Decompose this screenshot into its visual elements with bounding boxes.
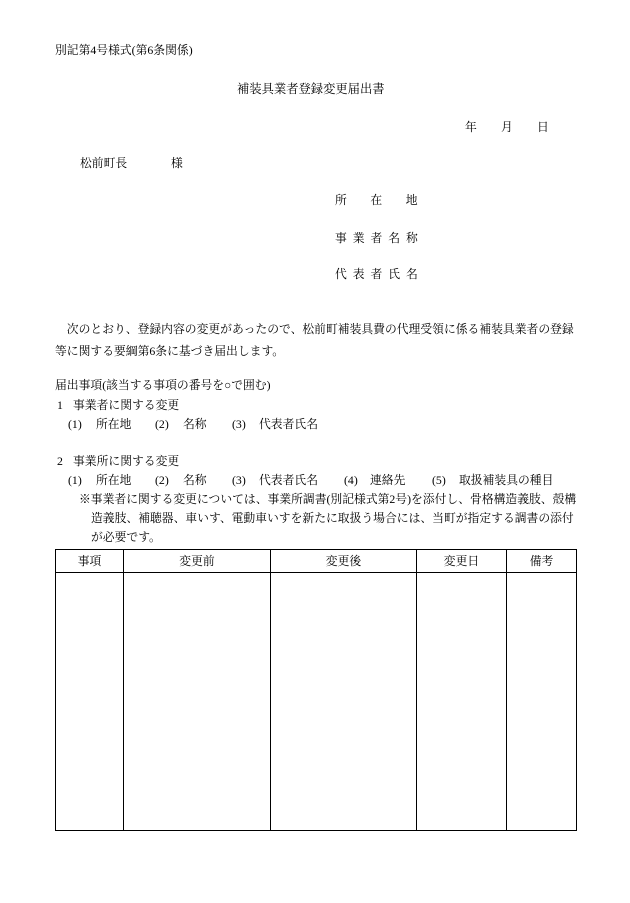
addressee-honorific: 様 <box>171 156 183 170</box>
section-number: 2 <box>57 454 63 468</box>
section-number: 1 <box>57 398 63 412</box>
table-header-item: 事項 <box>56 550 124 573</box>
item-number: (1) <box>68 417 82 431</box>
table-cell-remarks <box>507 573 577 831</box>
date-year-label: 年 <box>465 120 477 134</box>
section-title: 事業所に関する変更 <box>73 454 180 468</box>
table-header-date: 変更日 <box>417 550 507 573</box>
body-line: 次のとおり、登録内容の変更があったので、松前町補装具費の代理受領に係る補装具業者の登録 <box>55 322 574 336</box>
change-details-table <box>55 549 577 831</box>
note-line: ※事業者に関する変更については、事業所調書(別記様式第2号)を添付し、骨格構造義肢、殻構 <box>79 492 577 506</box>
table-row <box>56 573 577 831</box>
note-line: 造義肢、補聴器、車いす、電動車いすを新たに取扱う場合には、当町が指定する調書の添付 <box>91 511 574 525</box>
item-label: 所在地 <box>96 417 132 431</box>
items-heading: 届出事項(該当する事項の番号を○で囲む) <box>55 378 271 392</box>
business-name-label: 事 業 者 名 称 <box>335 231 420 245</box>
document-title: 補装具業者登録変更届出書 <box>237 82 385 96</box>
item-number: (4) <box>344 473 358 487</box>
item-label: 所在地 <box>96 473 132 487</box>
item-number: (3) <box>232 473 246 487</box>
item-number: (2) <box>155 473 169 487</box>
note-line: が必要です。 <box>91 530 161 544</box>
item-number: (3) <box>232 417 246 431</box>
body-line: 等に関する要綱第6条に基づき届出します。 <box>55 344 285 358</box>
table-header-before: 変更前 <box>124 550 271 573</box>
item-label: 取扱補装具の種目 <box>459 473 554 487</box>
item-label: 名称 <box>183 417 207 431</box>
item-label: 連絡先 <box>370 473 406 487</box>
table-cell-date <box>417 573 507 831</box>
item-number: (1) <box>68 473 82 487</box>
item-label: 代表者氏名 <box>259 473 318 487</box>
addressee-name: 松前町長 <box>80 156 128 170</box>
item-number: (5) <box>432 473 446 487</box>
item-label: 名称 <box>183 473 207 487</box>
date-month-label: 月 <box>501 120 513 134</box>
table-header-row <box>56 550 577 573</box>
representative-label: 代 表 者 氏 名 <box>335 267 420 281</box>
table-header-after: 変更後 <box>271 550 417 573</box>
date-day-label: 日 <box>537 120 549 134</box>
table-header-remarks: 備考 <box>507 550 577 573</box>
form-reference: 別記第4号様式(第6条関係) <box>55 43 193 57</box>
section-title: 事業者に関する変更 <box>73 398 180 412</box>
table-cell-item <box>56 573 124 831</box>
table-cell-after <box>271 573 417 831</box>
item-number: (2) <box>155 417 169 431</box>
address-label: 所 在 地 <box>335 193 418 207</box>
table-cell-before <box>124 573 271 831</box>
item-label: 代表者氏名 <box>259 417 318 431</box>
